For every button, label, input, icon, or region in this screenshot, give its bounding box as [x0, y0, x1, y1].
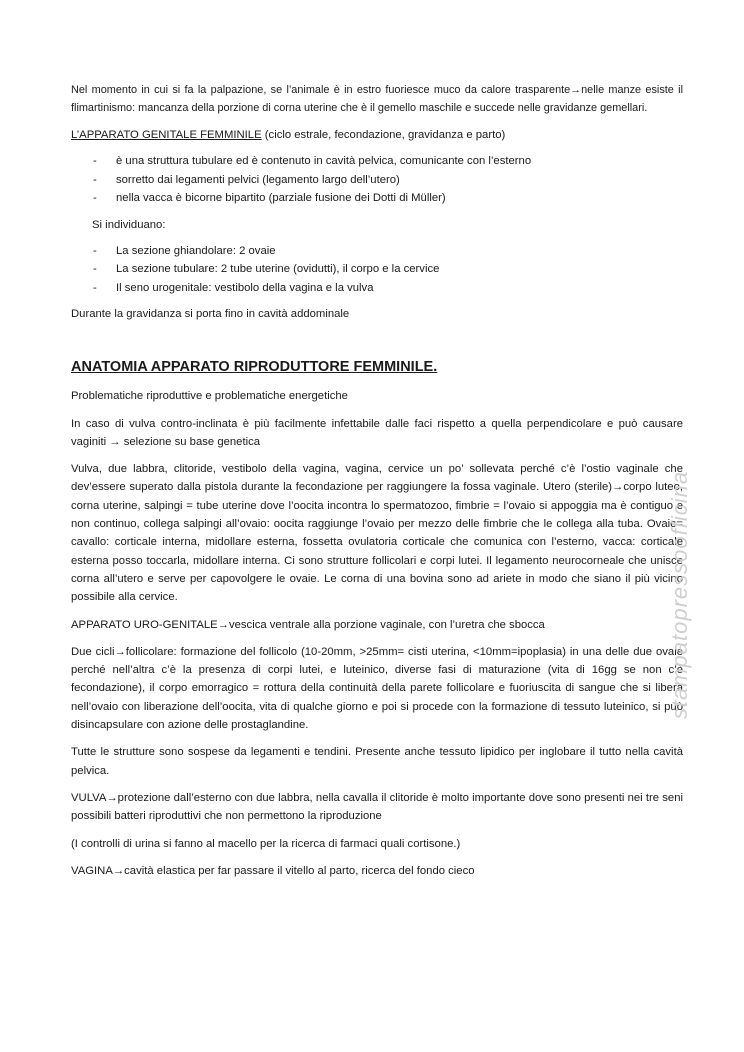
paragraph: APPARATO URO-GENITALE→vescica ventrale alla porzione vaginale, con l’uretra che sbocca	[71, 618, 545, 631]
paragraph: (I controlli di urina si fanno al macello per la ricerca di farmaci quali cortisone.)	[71, 837, 461, 850]
watermark: stampatopressoofficina	[667, 470, 692, 720]
paragraph: Vulva, due labbra, clitoride, vestibolo della vagina, vagina, cervice un po’ sollevata perché c’è l’ostio vaginale che dev’essere superato dalla pistola durante la fecondazione per raggiungere la fossa vaginale. Utero (sterile)→corpo luteo, corna uterine, salpingi = tube uterine dove l’oocita incontra lo spermatozoo, fimbrie = l’ovaio si appoggia ma è contiguo e non continuo, collega salpingi all’ovaio: oocita raggiunge l’ovaio per mezzo delle fimbrie che le collega alla tuba. Ovaie= cavallo: corticale interna, midollare esterna, fossetta ovulatoria corticale che comunica con l’esterno, vacca: corticale esterna posso toccarla, midollare interna. Ci sono strutture follicolari e corpi lutei. Il legamento neurocorneale che unisce corna all’utero e serve per capovolgere le ovaie. Le corna di una bovina sono ad ariete in modo che siano il più vicino possibile alla cervice.	[71, 463, 683, 604]
section-title-suffix: (ciclo estrale, fecondazione, gravidanza e parto)	[261, 129, 506, 141]
list-item: - La sezione ghiandolare: 2 ovaie	[71, 242, 683, 261]
section-title: L’APPARATO GENITALE FEMMINILE	[71, 129, 262, 141]
list-item: - sorretto dai legamenti pelvici (legamento largo dell’utero)	[71, 171, 683, 190]
paragraph: VULVA→protezione dall’esterno con due labbra, nella cavalla il clitoride è molto importante dove sono presenti nei tre seni possibili batteri riproduttivi che non permettono la riproduzione	[71, 791, 683, 823]
sub-intro: Si individuano:	[92, 218, 166, 231]
intro-paragraph: Nel momento in cui si fa la palpazione, se l’animale è in estro fuoriesce muco da calore trasparente→nelle manze esiste il flimartinismo: mancanza della porzione di corna uterine che è il gemello maschile e succede nelle gravidanze gemellari.	[71, 84, 683, 114]
paragraph: In caso di vulva contro-inclinata è più facilmente infettabile dalle faci rispetto a quella perpendicolare e può causare vaginiti → selezione su base genetica	[71, 417, 683, 448]
list-item: - Il seno urogenitale: vestibolo della vagina e la vulva	[71, 279, 683, 298]
paragraph: VAGINA→cavità elastica per far passare il vitello al parto, ricerca del fondo cieco	[71, 864, 475, 877]
paragraph: Due cicli→follicolare: formazione del follicolo (10-20mm, >25mm= cisti uterina, <10mm=ipoplasia) in una delle due ovaie perché nell’altra c’è la presenza di corpi lutei, e luteinico, diverse fasi di maturazione (vita di 16gg se non c’è fecondazione), il corpo emorragico = rottura della continuità della parete follicolare e fuoriuscita di sangue che si libera nell’ovaio con liberazione dell’oocita, vita di qualche giorno e poi si procede con la formazione di tessuto luteinico, si può disincapsulare con azione delle prostaglandine.	[71, 645, 683, 732]
list-item: - è una struttura tubulare ed è contenuto in cavità pelvica, comunicante con l’esterno	[71, 152, 683, 171]
section-heading-apparato	[71, 126, 683, 144]
list-item: - La sezione tubulare: 2 tube uterine (ovidutti), il corpo e la cervice	[71, 260, 683, 279]
sections-list	[71, 242, 683, 298]
main-heading: ANATOMIA APPARATO RIPRODUTTORE FEMMINILE.	[71, 359, 438, 376]
document-page	[71, 82, 683, 889]
paragraph: Tutte le strutture sono sospese da legamenti e tendini. Presente anche tessuto lipidico per inglobare il tutto nella cavità pelvica.	[71, 746, 683, 777]
closing-paragraph: Durante la gravidanza si porta fino in cavità addominale	[71, 308, 350, 320]
list-item: - nella vacca è bicorne bipartito (parziale fusione dei Dotti di Müller)	[71, 189, 683, 208]
feature-list	[71, 152, 683, 208]
paragraph: Problematiche riproduttive e problematiche energetiche	[71, 390, 348, 403]
